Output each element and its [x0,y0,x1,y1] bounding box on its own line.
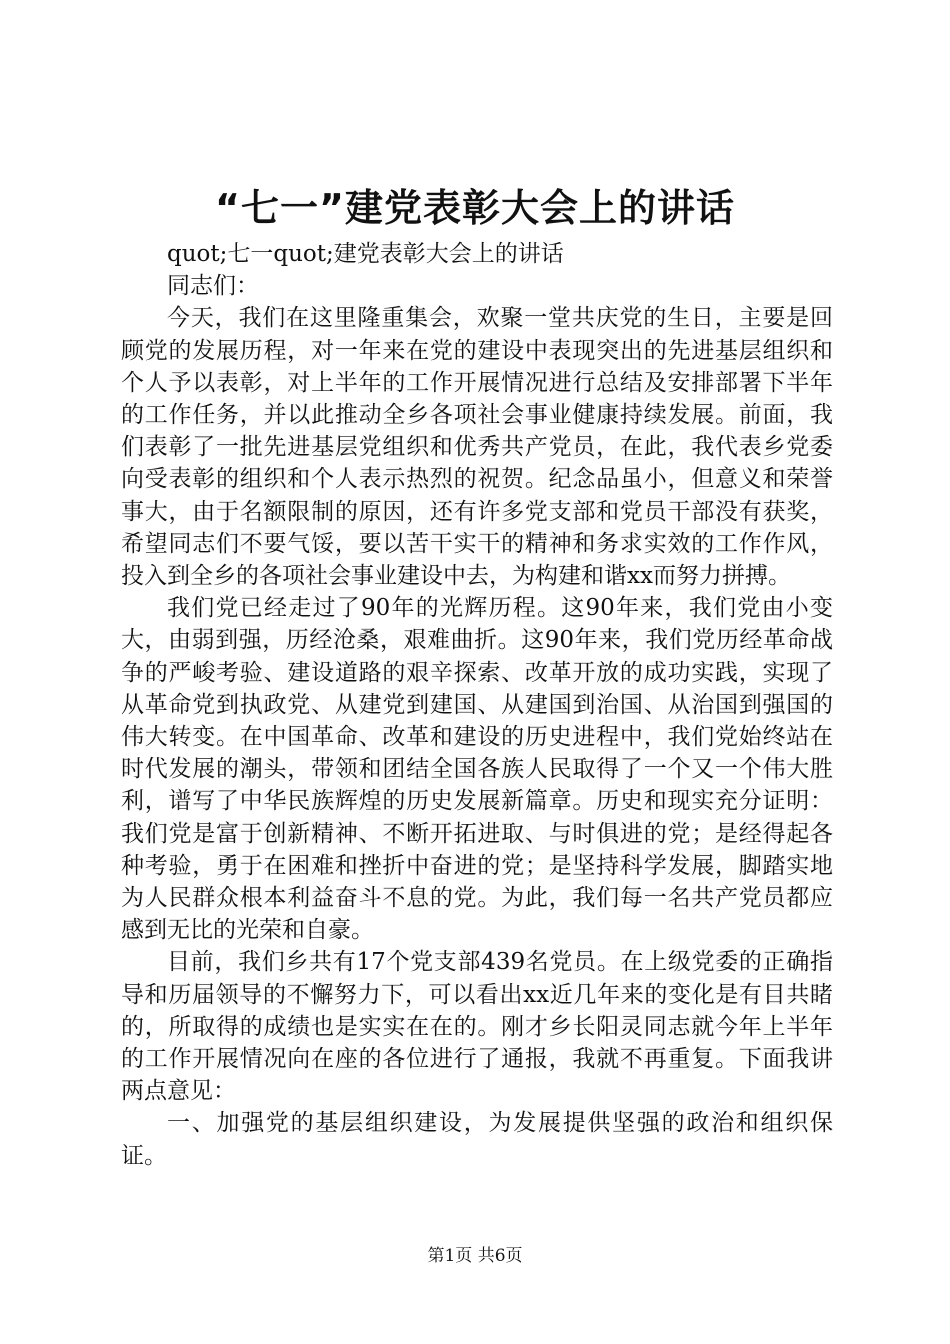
page-number-footer: 第1页 共6页 [427,1246,523,1266]
section-heading-1: 一、加强党的基层组织建设，为发展提供坚强的政治和组织保证。 [121,1110,833,1169]
salutation: 同志们： [167,273,259,300]
document-body [121,238,833,1172]
paragraph-1: 今天，我们在这里隆重集会，欢聚一堂共庆党的生日，主要是回顾党的发展历程，对一年来在党的建设中表现突出的先进基层组织和个人予以表彰，对上半年的工作开展情况进行总结及安排部署下半年的工作任务，并以此推动全乡各项社会事业健康持续发展。前面，我们表彰了一批先进基层党组织和优秀共产党员，在此，我代表乡党委向受表彰的组织和个人表示热烈的祝贺。纪念品虽小，但意义和荣誉事大，由于名额限制的原因，还有许多党支部和党员干部没有获奖，希望同志们不要气馁，要以苦干实干的精神和务求实效的工作作风，投入到全乡的各项社会事业建设中去，为构建和谐xx而努力拼搏。 [121,305,833,590]
document-title: “七一”建党表彰大会上的讲话 [215,186,735,230]
document-subtitle: quot;七一quot;建党表彰大会上的讲话 [167,241,564,267]
paragraph-3: 目前，我们乡共有17个党支部439名党员。在上级党委的正确指导和历届领导的不懈努力下，可以看出xx近几年来的变化是有目共睹的，所取得的成绩也是实实在在的。刚才乡长阳灵同志就今年上半年的工作开展情况向在座的各位进行了通报，我就不再重复。下面我讲两点意见： [121,949,833,1105]
paragraph-2: 我们党已经走过了90年的光辉历程。这90年来，我们党由小变大，由弱到强，历经沧桑，艰难曲折。这90年来，我们党历经革命战争的严峻考验、建设道路的艰辛探索、改革开放的成功实践，实现了从革命党到执政党、从建党到建国、从建国到治国、从治国到强国的伟大转变。在中国革命、改革和建设的历史进程中，我们党始终站在时代发展的潮头，带领和团结全国各族人民取得了一个又一个伟大胜利，谱写了中华民族辉煌的历史发展新篇章。历史和现实充分证明：我们党是富于创新精神、不断开拓进取、与时俱进的党；是经得起各种考验，勇于在困难和挫折中奋进的党；是坚持科学发展，脚踏实地为人民群众根本利益奋斗不息的党。为此，我们每一名共产党员都应感到无比的光荣和自豪。 [121,595,833,944]
